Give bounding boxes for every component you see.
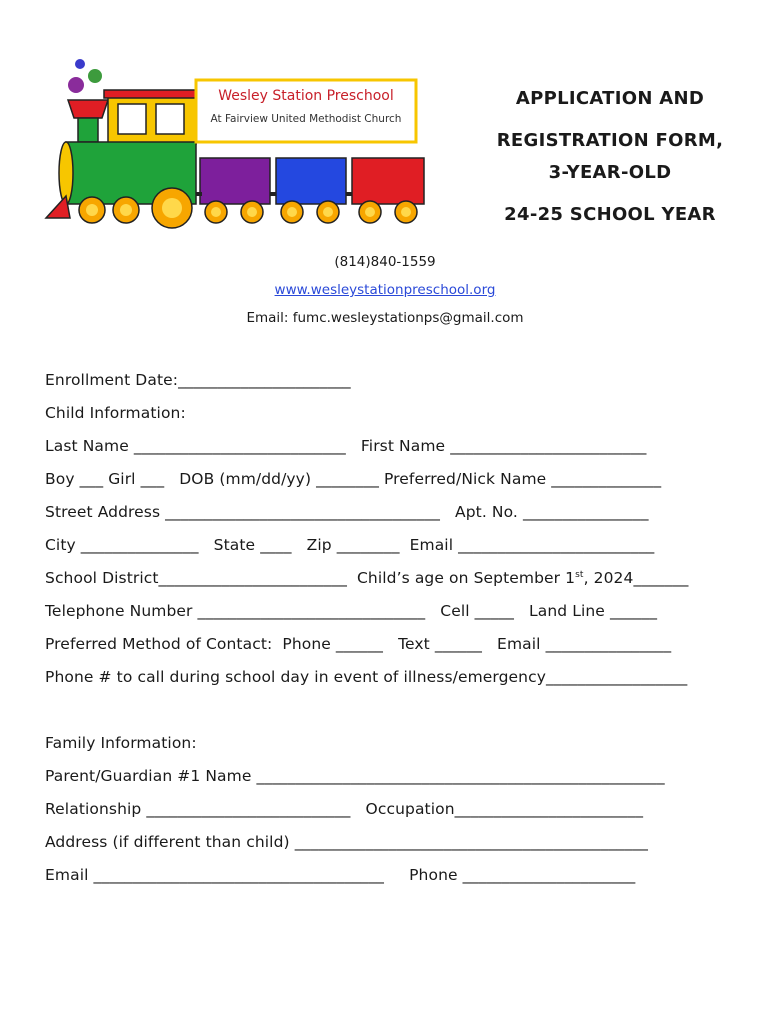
title-line-2: REGISTRATION FORM, bbox=[496, 130, 724, 151]
preschool-logo-train bbox=[40, 56, 430, 231]
guardian-address-field[interactable]: Address (if different than child) _____________________________________________ bbox=[45, 833, 648, 851]
relationship-occupation-fields[interactable]: Relationship __________________________ Occupation________________________ bbox=[45, 800, 644, 818]
contact-phone: (814)840-1559 bbox=[334, 254, 436, 270]
telephone-fields[interactable]: Telephone Number _____________________________ Cell _____ Land Line ______ bbox=[45, 602, 658, 620]
website-link[interactable]: www.wesleystationpreschool.org bbox=[274, 282, 496, 298]
ordinal-suffix: st bbox=[575, 569, 584, 580]
logo-title: Wesley Station Preschool bbox=[218, 88, 394, 104]
school-district-fields[interactable] bbox=[45, 569, 688, 587]
enrollment-date-field[interactable]: Enrollment Date:______________________ bbox=[45, 371, 351, 389]
child-name-fields[interactable]: Last Name ___________________________ First Name _________________________ bbox=[45, 437, 647, 455]
contact-method-fields[interactable]: Preferred Method of Contact: Phone ______ Text ______ Email ________________ bbox=[45, 635, 672, 653]
city-state-zip-fields[interactable]: City _______________ State ____ Zip ________ Email _________________________ bbox=[45, 536, 655, 554]
logo-subtitle: At Fairview United Methodist Church bbox=[210, 113, 402, 125]
school-district-year: , 2024_______ bbox=[583, 569, 689, 587]
guardian-name-field[interactable]: Parent/Guardian #1 Name ____________________________________________________ bbox=[45, 767, 665, 785]
emergency-phone-field[interactable]: Phone # to call during school day in event of illness/emergency__________________ bbox=[45, 668, 688, 686]
guardian-email-phone-fields[interactable]: Email _____________________________________ Phone ______________________ bbox=[45, 866, 636, 884]
title-line-1: APPLICATION AND bbox=[515, 88, 705, 109]
child-gender-dob-fields[interactable]: Boy ___ Girl ___ DOB (mm/dd/yy) ________ Preferred/Nick Name ______________ bbox=[45, 470, 662, 488]
family-info-heading: Family Information: bbox=[45, 734, 197, 752]
school-district-text: School District________________________ Child’s age on September 1 bbox=[45, 569, 576, 587]
street-address-fields[interactable]: Street Address ___________________________________ Apt. No. ________________ bbox=[45, 503, 649, 521]
title-line-3: 3-YEAR-OLD bbox=[548, 162, 672, 183]
contact-email: Email: fumc.wesleystationps@gmail.com bbox=[246, 310, 524, 326]
title-line-4: 24-25 SCHOOL YEAR bbox=[504, 204, 716, 225]
child-info-heading: Child Information: bbox=[45, 404, 186, 422]
